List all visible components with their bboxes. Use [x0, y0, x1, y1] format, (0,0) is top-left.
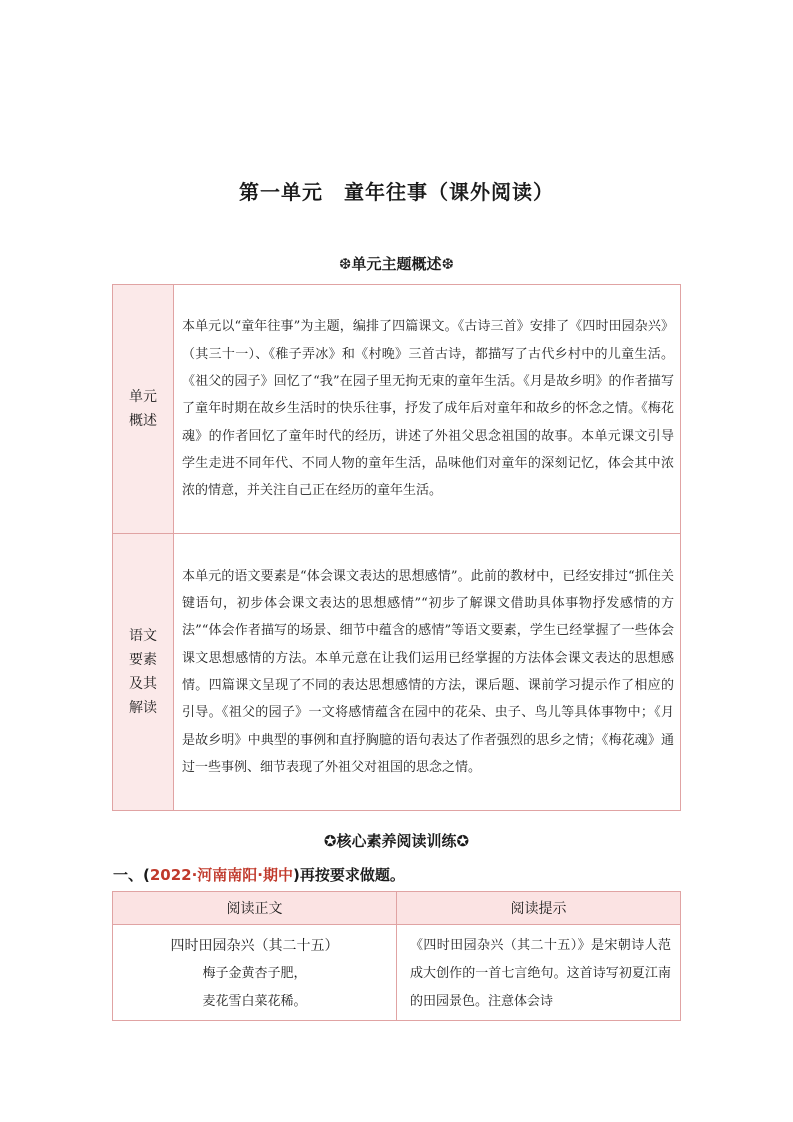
- overview-row-elements: [113, 534, 681, 811]
- header-reading-hint: 阅读提示: [397, 892, 681, 925]
- reading-table: [112, 891, 681, 1021]
- question-suffix: )再按要求做题。: [293, 866, 405, 884]
- label-cell: [113, 285, 174, 534]
- poem-cell: [113, 925, 397, 1021]
- label-line: 及其: [129, 676, 157, 692]
- overview-row-unit: [113, 285, 681, 534]
- label-line: 要素: [129, 652, 157, 668]
- question-heading: [113, 864, 405, 885]
- label-cell: [113, 534, 174, 811]
- reading-table-header: [113, 892, 681, 925]
- label-line: 解读: [129, 700, 157, 716]
- page-title: 第一单元 童年往事（课外阅读）: [239, 180, 554, 204]
- poem-title: 四时田园杂兴（其二十五）: [170, 938, 339, 954]
- reading-table-row: [113, 925, 681, 1021]
- question-prefix: 一、(: [113, 866, 150, 884]
- overview-heading: ❆单元主题概述❆: [338, 255, 455, 273]
- poem-line: 梅子金黄杏子肥，: [202, 966, 307, 981]
- overview-table: [112, 284, 681, 811]
- label-line: 语文: [129, 628, 157, 644]
- poem-line: 麦花雪白菜花稀。: [202, 994, 307, 1009]
- header-reading-text: 阅读正文: [113, 892, 397, 925]
- hint-text: 《四时田园杂兴（其二十五）》是宋朝诗人范成大创作的一首七言绝句。这首诗写初夏江南的田园景色。注意体会诗: [410, 938, 671, 1009]
- poem: [114, 926, 395, 1016]
- question-source: 2022·河南南阳·期中: [149, 866, 294, 884]
- label-line: 单元: [129, 389, 157, 405]
- hint-cell: [397, 925, 681, 1021]
- label-line: 概述: [129, 413, 157, 429]
- elements-text: 本单元的语文要素是“体会课文表达的思想感情”。此前的教材中，已经安排过“抓住关键语句，初步体会课文表达的思想感情”“初步了解课文借助具体事物抒发感情的方法”“体会作者描写的场景、细节中蕴含的感情”等语文要素，学生已经掌握了一些体会课文思想感情的方法。本单元意在让我们运用已经掌握的方法体会课文表达的思想感情。四篇课文呈现了不同的表达思想感情的方法，课后题、课前学习提示作了相应的引导。《祖父的园子》一文将感情蕴含在园中的花朵、虫子、鸟儿等具体事物中；《月是故乡明》中典型的事例和直抒胸臆的语句表达了作者强烈的思乡之情；《梅花魂》通过一些事例、细节表现了外祖父对祖国的思念之情。: [174, 534, 681, 811]
- overview-text: 本单元以“童年往事”为主题，编排了四篇课文。《古诗三首》安排了《四时田园杂兴》（其三十一）、《稚子弄冰》和《村晚》三首古诗，都描写了古代乡村中的儿童生活。《祖父的园子》回忆了“我”在园子里无拘无束的童年生活。《月是故乡明》的作者描写了童年时期在故乡生活时的快乐往事，抒发了成年后对童年和故乡的怀念之情。《梅花魂》的作者回忆了童年时代的经历，讲述了外祖父思念祖国的故事。本单元课文引导学生走进不同年代、不同人物的童年生活，品味他们对童年的深刻记忆，体会其中浓浓的情意，并关注自己正在经历的童年生活。: [174, 285, 681, 534]
- training-heading: ✪核心素养阅读训练✪: [323, 832, 470, 850]
